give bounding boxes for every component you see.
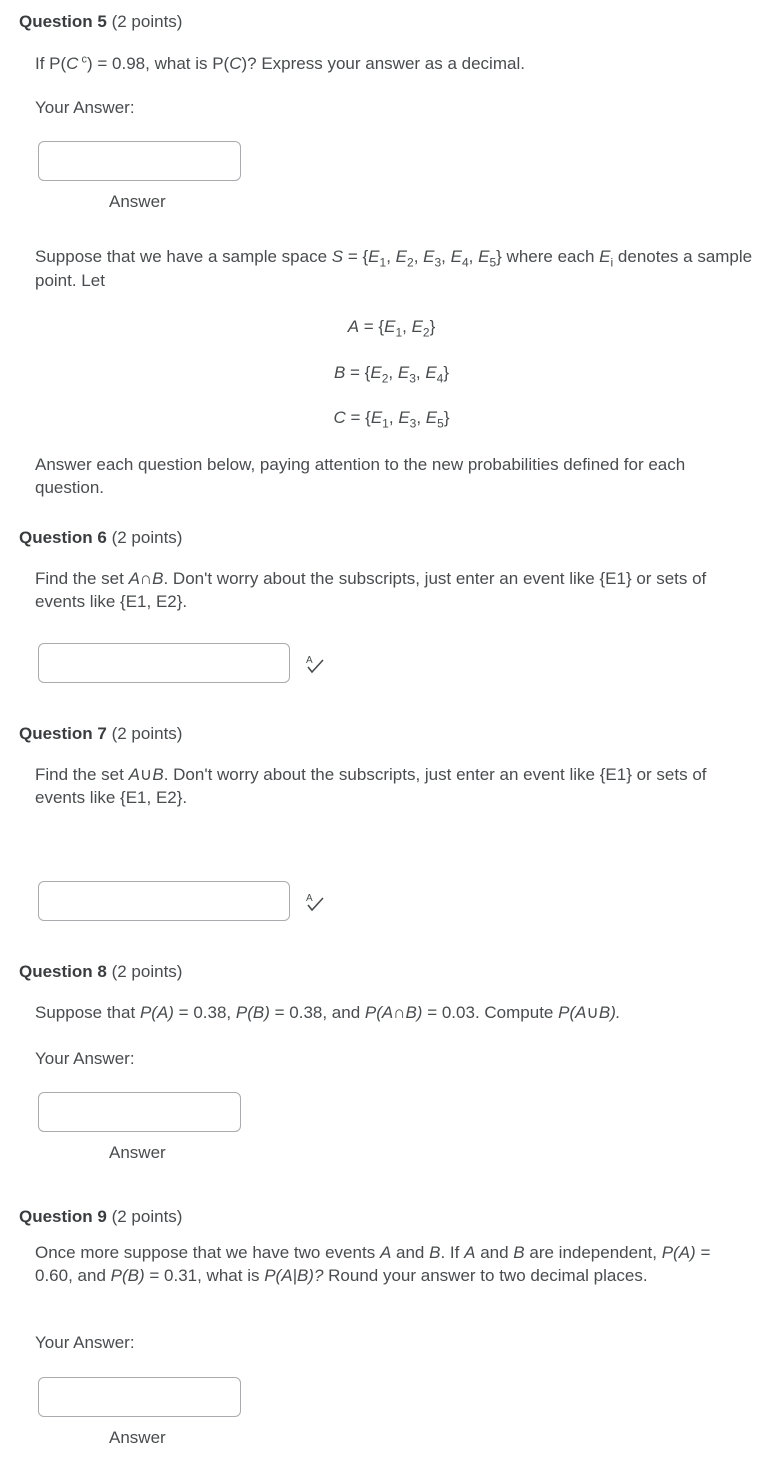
q9-your-answer-label: Your Answer: [35,1333,135,1352]
q5-your-answer-label: Your Answer: [35,98,135,117]
set-b-definition: $B = \{E_2$, $E_3$, $E_4$} [333,363,450,386]
q5-answer-input[interactable] [38,141,241,181]
intro-text: Suppose that we have a sample space $S = \{E_1$, $E_2$, $E_3$, $E_4$, $E_5$} where each $E_i$ denotes a sample point. Let [35,247,753,290]
q9-title [19,1205,182,1228]
q8-answer-input[interactable] [38,1092,241,1132]
spellcheck-icon[interactable] [304,653,326,675]
q6-prompt: Find the set A∩B. Don't worry about the subscripts, just enter an event like {E1} or sets of events like {E1, E2}. [35,569,707,611]
q7-prompt: Find the set A∪B. Don't worry about the subscripts, just enter an event like {E1} or sets of events like {E1, E2}. [35,765,707,807]
q7-answer-input[interactable] [38,881,290,921]
q8-points: (2 points) [111,962,183,981]
q8-title-label: Question 8 [19,962,107,981]
q5-title-label: Question 5 [19,12,107,31]
q7-title-label: Question 7 [19,724,107,743]
q5-answer-caption: Answer [109,192,166,211]
intro-instruction: Answer each question below, paying attention to the new probabilities defined for each question. [35,455,686,497]
q6-title-label: Question 6 [19,528,107,547]
q9-answer-caption: Answer [109,1428,166,1447]
q7-points: (2 points) [111,724,183,743]
q9-prompt: Once more suppose that we have two events A and B. If A and B are independent, P(A) = 0.60, and P(B) = 0.31, what is P(A|B)? Round your answer to two decimal places. [35,1243,711,1285]
q6-points: (2 points) [111,528,183,547]
spellcheck-icon[interactable] [304,891,326,913]
q7-title [19,722,182,745]
q5-prompt: If P(C $^c$) = 0.98, what is P(C)? Express your answer as a decimal. [35,53,525,73]
q8-your-answer-label: Your Answer: [35,1049,135,1068]
svg-text:A: A [306,893,313,904]
set-a-definition: $A = \{E_1$, $E_2$} [347,317,436,340]
q8-prompt: Suppose that P(A) = 0.38, P(B) = 0.38, and P(A∩B) = 0.03. Compute P(A∪B). [35,1003,621,1022]
q9-answer-input[interactable] [38,1377,241,1417]
q8-title [19,960,182,983]
q8-answer-caption: Answer [109,1143,166,1162]
q5-points: (2 points) [111,12,183,31]
svg-text:A: A [306,655,313,666]
q5-title [19,10,182,33]
q9-title-label: Question 9 [19,1207,107,1226]
set-c-definition: $C = \{E_1$, $E_3$, $E_5$} [333,408,450,431]
q9-points: (2 points) [111,1207,183,1226]
q6-answer-input[interactable] [38,643,290,683]
q6-title [19,526,182,549]
